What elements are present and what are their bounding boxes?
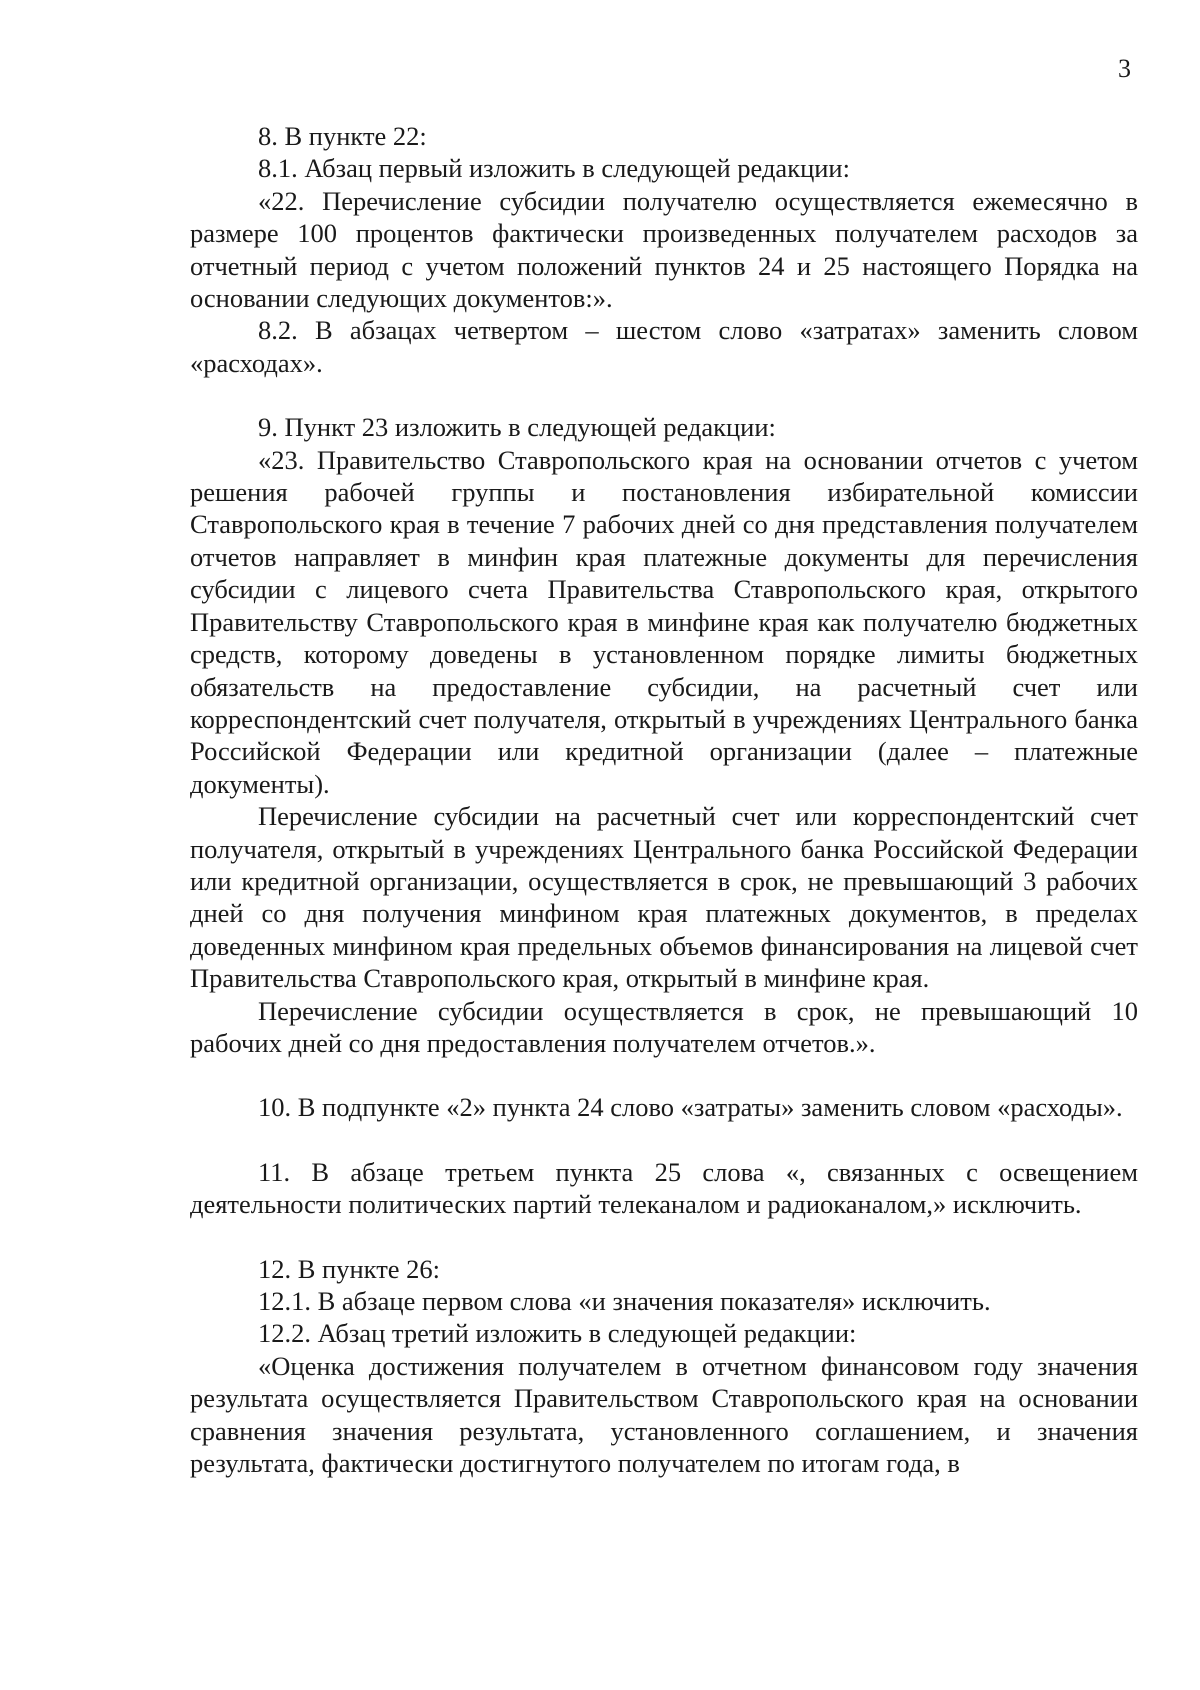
document-body [190,120,1138,1479]
paragraph: «Оценка достижения получателем в отчетном финансовом году значения результата осуществляется Правительством Ставропольского края на основании сравнения значения результата, установленного соглашением, и значения результата, фактически достигнутого получателем по итогам года, в [190,1350,1138,1479]
paragraph: 12.2. Абзац третий изложить в следующей редакции: [258,1318,857,1349]
paragraph: 8.1. Абзац первый изложить в следующей редакции: [258,153,850,184]
paragraph: «22. Перечисление субсидии получателю осуществляется ежемесячно в размере 100 процентов фактически произведенных получателем расходов за отчетный период с учетом положений пунктов 24 и 25 настоящего Порядка на основании следующих документов:». [190,185,1138,314]
paragraph: 12.1. В абзаце первом слова «и значения показателя» исключить. [258,1286,991,1316]
paragraph: Перечисление субсидии на расчетный счет или корреспондентский счет получателя, открытый в учреждениях Центрального банка Российской Федерации или кредитной организации, осуществляется в срок, не превышающий 3 рабочих дней со дня получения минфином края платежных документов, в пределах доведенных минфином края предельных объемов финансирования на лицевой счет Правительства Ставропольского края, открытый в минфине края. [190,801,1138,994]
paragraph: 8. В пункте 22: [258,121,427,151]
paragraph: 9. Пункт 23 изложить в следующей редакции: [258,412,776,443]
paragraph: 10. В подпункте «2» пункта 24 слово «затраты» заменить словом «расходы». [258,1092,1123,1123]
section-gap [190,1059,1138,1091]
paragraph: 12. В пункте 26: [258,1253,441,1284]
paragraph: Перечисление субсидии осуществляется в срок, не превышающий 10 рабочих дней со дня предоставления получателем отчетов.». [190,995,1138,1058]
page-number: 3 [1118,54,1131,83]
section-gap [190,1221,1138,1253]
paragraph: 8.2. В абзацах четвертом – шестом слово «затратах» заменить словом «расходах». [190,315,1138,378]
section-gap [190,1124,1138,1156]
paragraph: «23. Правительство Ставропольского края на основании отчетов с учетом решения рабочей группы и постановления избирательной комиссии Ставропольского края в течение 7 рабочих дней со дня представления получателем отчетов направляет в минфин края платежные документы для перечисления субсидии с лицевого счета Правительства Ставропольского края, открытого Правительству Ставропольского края в минфине края как получателю бюджетных средств, которому доведены в установленном порядке лимиты бюджетных обязательств на предоставление субсидии, на расчетный счет или корреспондентский счет получателя, открытый в учреждениях Центрального банка Российской Федерации или кредитной организации (далее – платежные документы). [190,444,1138,799]
section-gap [190,379,1138,411]
paragraph: 11. В абзаце третьем пункта 25 слова «, связанных с освещением деятельности политических партий телеканалом и радиоканалом,» исключить. [190,1156,1138,1220]
